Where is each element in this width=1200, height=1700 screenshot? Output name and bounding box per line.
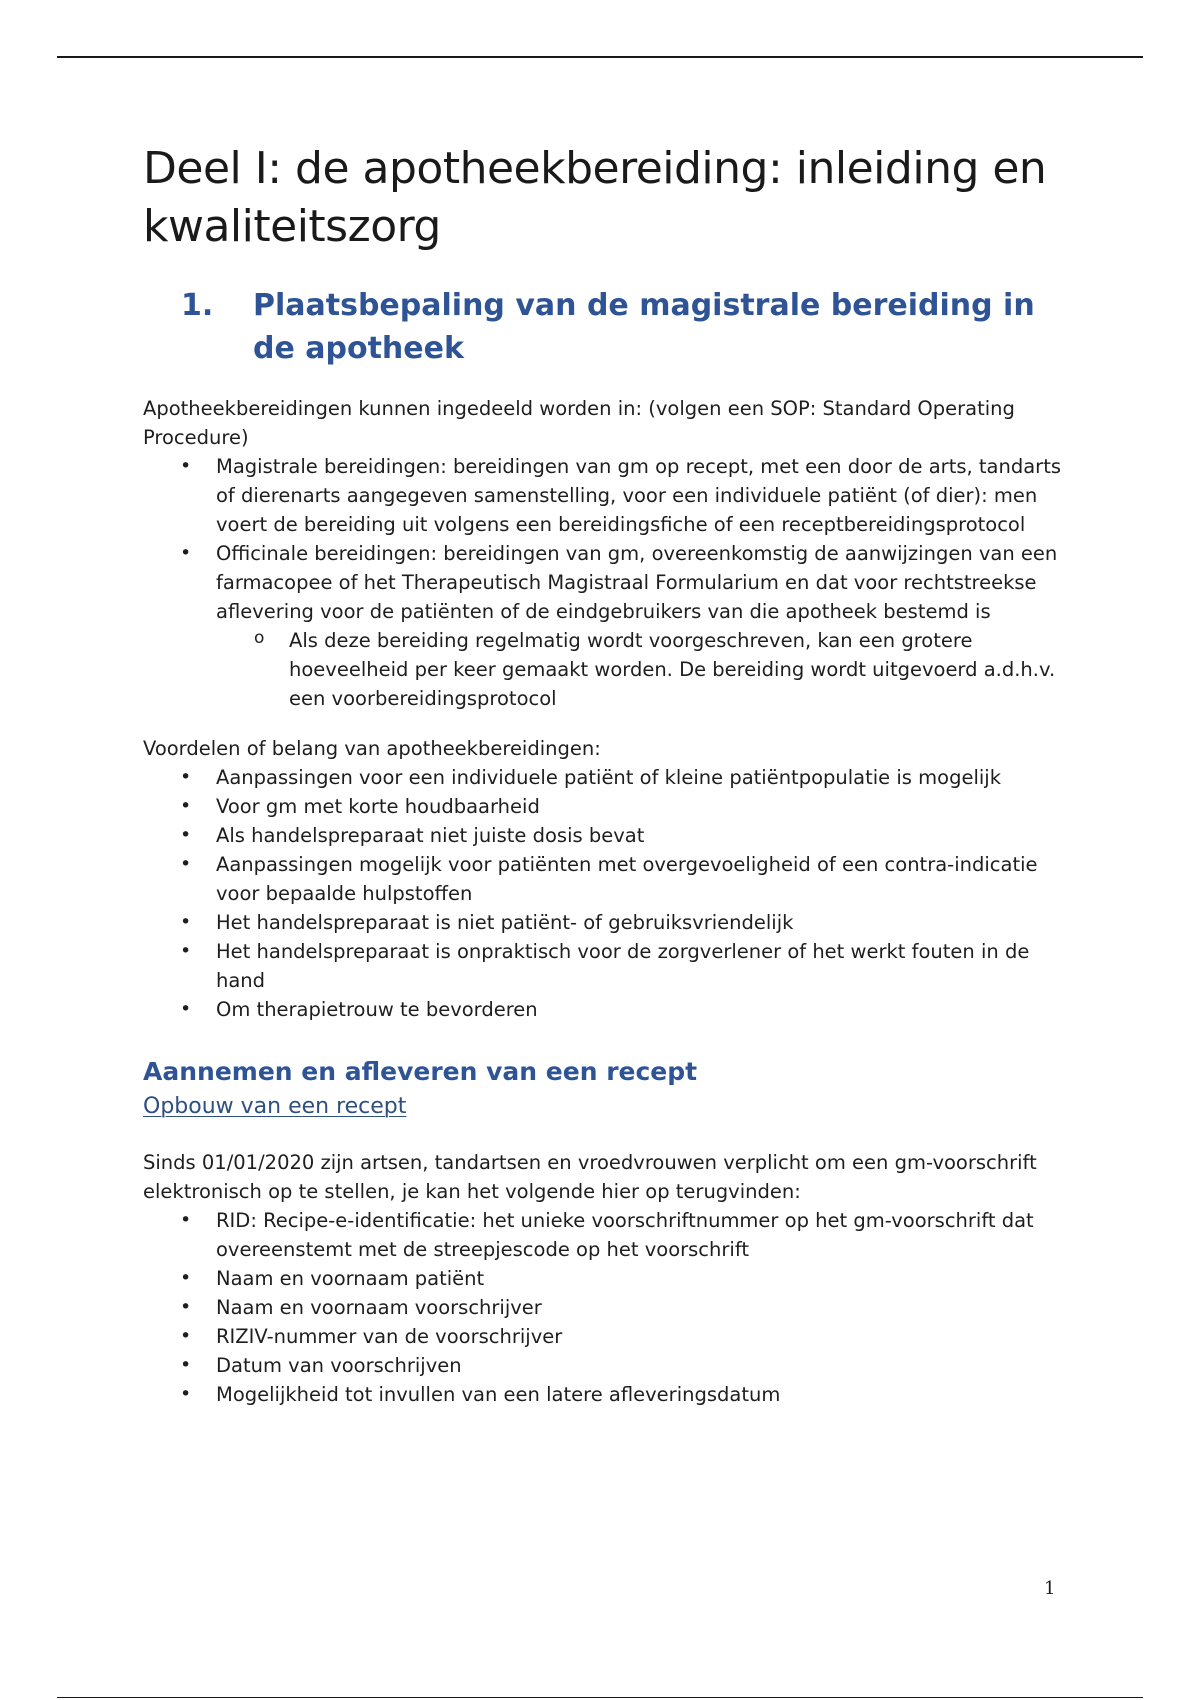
list-item: • RIZIV-nummer van de voorschrijver (143, 1322, 1063, 1351)
page-number: 1 (1044, 1578, 1056, 1599)
list-item: • Naam en voornaam voorschrijver (143, 1293, 1063, 1322)
page-content (143, 140, 1063, 1409)
preparation-types-list (143, 452, 1063, 626)
list-item: • Datum van voorschrijven (143, 1351, 1063, 1380)
list-item: • RID: Recipe-e-identificatie: het unieke voorschriftnummer op het gm-voorschrift dat overeenstemt met de streepjescode op het voorschrift (143, 1206, 1063, 1264)
list-item: • Voor gm met korte houdbaarheid (143, 792, 1063, 821)
page-title: Deel I: de apotheekbereiding: inleiding en kwaliteitszorg (143, 143, 1047, 252)
list-item: • Mogelijkheid tot invullen van een latere afleveringsdatum (143, 1380, 1063, 1409)
preparation-subtypes-list (216, 626, 1063, 713)
section-1-number: 1. (181, 288, 214, 323)
list-item: • Naam en voornaam patiënt (143, 1264, 1063, 1293)
list-item: • Het handelspreparaat is niet patiënt- of gebruiksvriendelijk (143, 908, 1063, 937)
list-item: • Als handelspreparaat niet juiste dosis bevat (143, 821, 1063, 850)
advantages-intro: Voordelen of belang van apotheekbereidingen: (143, 737, 601, 760)
list-item: • Het handelspreparaat is onpraktisch voor de zorgverlener of het werkt fouten in de hand (143, 937, 1063, 995)
list-item: • Officinale bereidingen: bereidingen van gm, overeenkomstig de aanwijzingen van een farmacopee of het Therapeutisch Magistraal Formularium en dat voor rechtstreekse aflevering voor de patiënten of de eindgebruikers van die apotheek bestemd is (143, 539, 1063, 626)
list-item: • Om therapietrouw te bevorderen (143, 995, 1063, 1024)
prescription-items-list (143, 1206, 1063, 1409)
section-1-heading (143, 284, 1063, 370)
sub-list-item: o Als deze bereiding regelmatig wordt voorgeschreven, kan een grotere hoeveelheid per keer gemaakt worden. De bereiding wordt uitgevoerd a.d.h.v. een voorbereidingsprotocol (216, 626, 1063, 713)
section-2-subheading-text: Opbouw van een recept (143, 1094, 407, 1119)
section-1-intro: Apotheekbereidingen kunnen ingedeeld worden in: (volgen een SOP: Standard Operating Procedure) (143, 397, 1015, 449)
section-1-title: Plaatsbepaling van de magistrale bereiding in de apotheek (253, 288, 1035, 366)
list-item: • Magistrale bereidingen: bereidingen van gm op recept, met een door de arts, tandarts of dierenarts aangegeven samenstelling, voor een individuele patiënt (of dier): men voert de bereiding uit volgens een bereidingsfiche of een receptbereidingsprotocol (143, 452, 1063, 539)
list-item: • Aanpassingen voor een individuele patiënt of kleine patiëntpopulatie is mogelijk (143, 763, 1063, 792)
section-2-heading: Aannemen en afleveren van een recept (143, 1057, 698, 1086)
section-2-subheading (143, 1090, 1063, 1124)
top-rule (57, 56, 1143, 58)
section-2-intro: Sinds 01/01/2020 zijn artsen, tandartsen en vroedvrouwen verplicht om een gm-voorschrift elektronisch op te stellen, je kan het volgende hier op terugvinden: (143, 1151, 1037, 1203)
advantages-list (143, 763, 1063, 1024)
list-item: • Aanpassingen mogelijk voor patiënten met overgevoeligheid of een contra-indicatie voor bepaalde hulpstoffen (143, 850, 1063, 908)
bottom-rule (57, 1697, 1143, 1698)
